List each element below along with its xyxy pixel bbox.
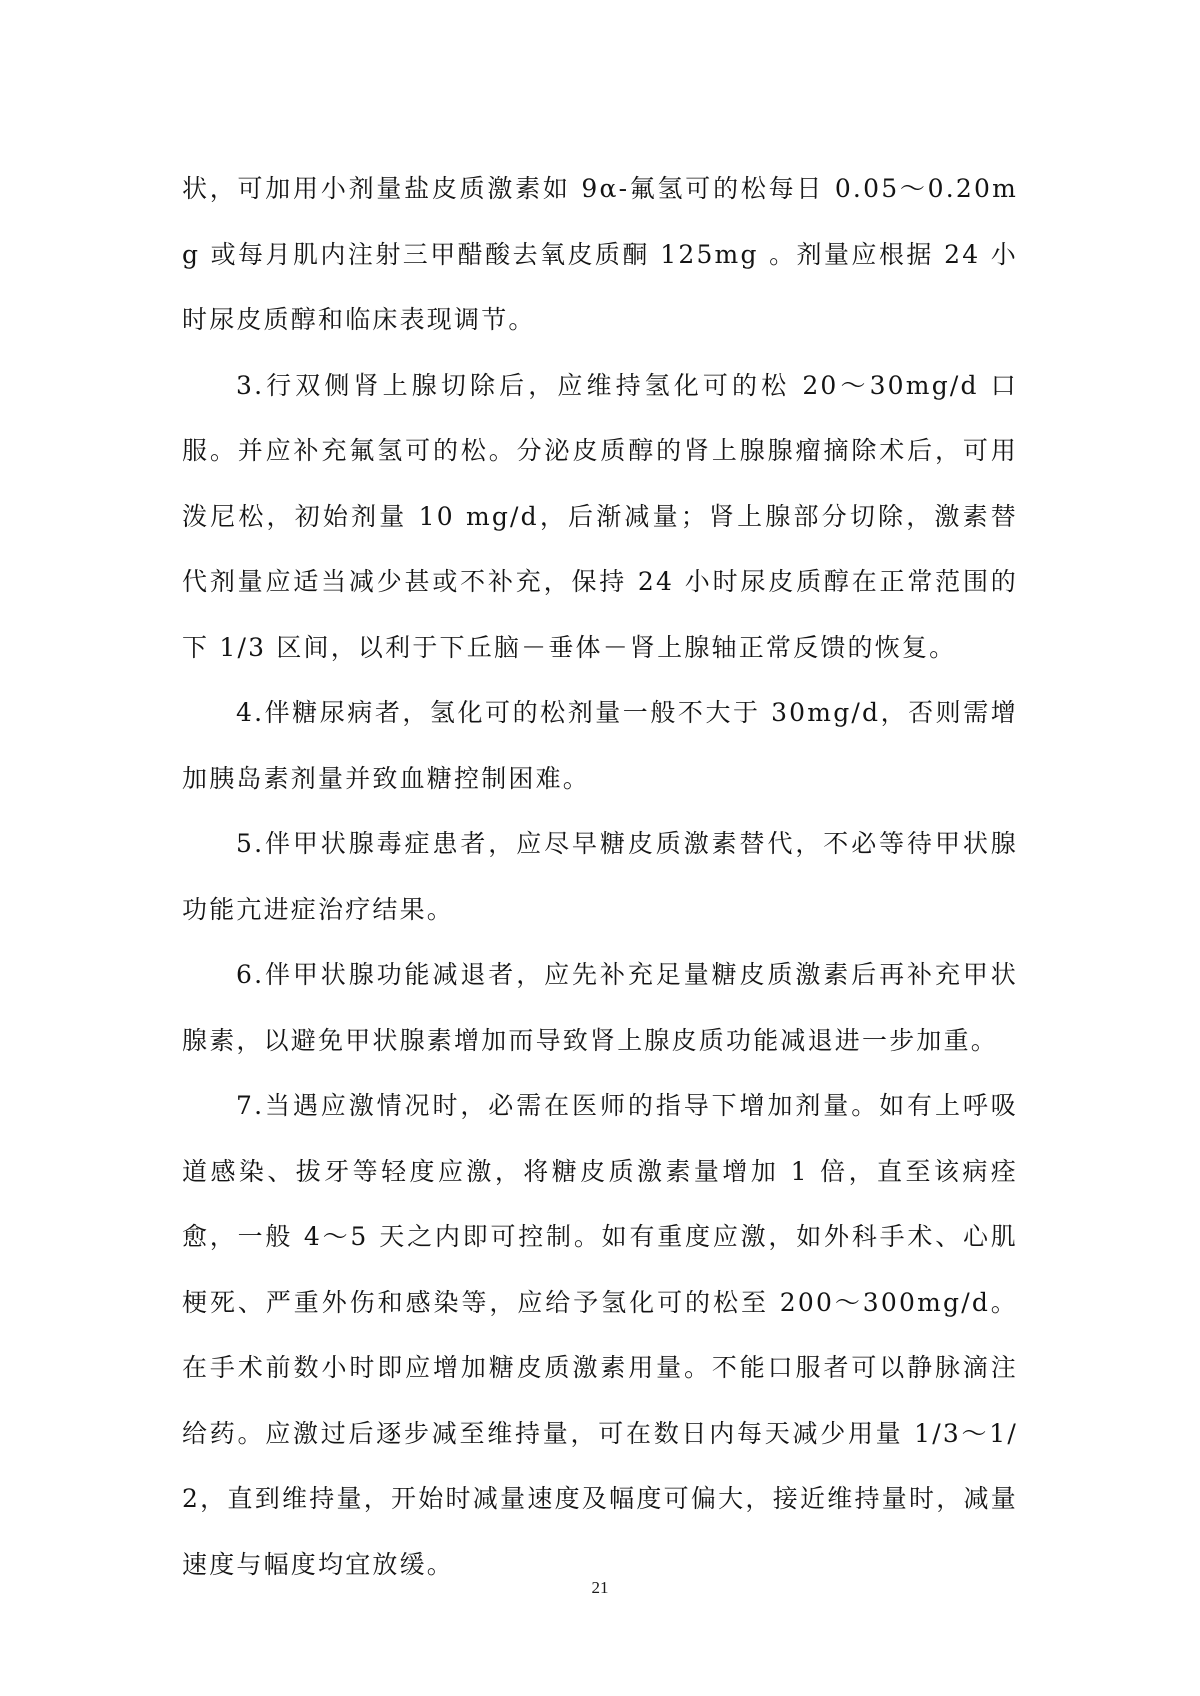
page-number: 21 <box>591 1578 609 1597</box>
paragraph-item-3: 3.行双侧肾上腺切除后，应维持氢化可的松 20～30mg/d 口服。并应补充氟氢可的松。分泌皮质醇的肾上腺腺瘤摘除术后，可用泼尼松，初始剂量 10 mg/d，后渐减量；肾上腺部分切除，激素替代剂量应适当减少甚或不补充，保持 24 小时尿皮质醇在正常范围的下 1/3 区间，以利于下丘脑－垂体－肾上腺轴正常反馈的恢复。 <box>182 370 1018 662</box>
paragraph-continued: 状，可加用小剂量盐皮质激素如 9α-氟氢可的松每日 0.05～0.20mg 或每月肌内注射三甲醋酸去氧皮质酮 125mg 。剂量应根据 24 小时尿皮质醇和临床表现调节。 <box>182 174 1018 334</box>
paragraph-item-5: 5.伴甲状腺毒症患者，应尽早糖皮质激素替代，不必等待甲状腺功能亢进症治疗结果。 <box>182 829 1018 924</box>
paragraph-item-6: 6.伴甲状腺功能减退者，应先补充足量糖皮质激素后再补充甲状腺素，以避免甲状腺素增加而导致肾上腺皮质功能减退进一步加重。 <box>182 960 1018 1055</box>
paragraph-item-7: 7.当遇应激情况时，必需在医师的指导下增加剂量。如有上呼吸道感染、拔牙等轻度应激，将糖皮质激素量增加 1 倍，直至该病痊愈，一般 4～5 天之内即可控制。如有重度应激，如外科手术、心肌梗死、严重外伤和感染等，应给予氢化可的松至 200～300mg/d。在手术前数小时即应增加糖皮质激素用量。不能口服者可以静脉滴注给药。应激过后逐步减至维持量，可在数日内每天减少用量 1/3～1/2，直到维持量，开始时减量速度及幅度可偏大，接近维持量时，减量速度与幅度均宜放缓。 <box>182 1091 1018 1579</box>
paragraph-item-4: 4.伴糖尿病者，氢化可的松剂量一般不大于 30mg/d，否则需增加胰岛素剂量并致血糖控制困难。 <box>182 698 1018 793</box>
body-text <box>182 156 1018 1597</box>
